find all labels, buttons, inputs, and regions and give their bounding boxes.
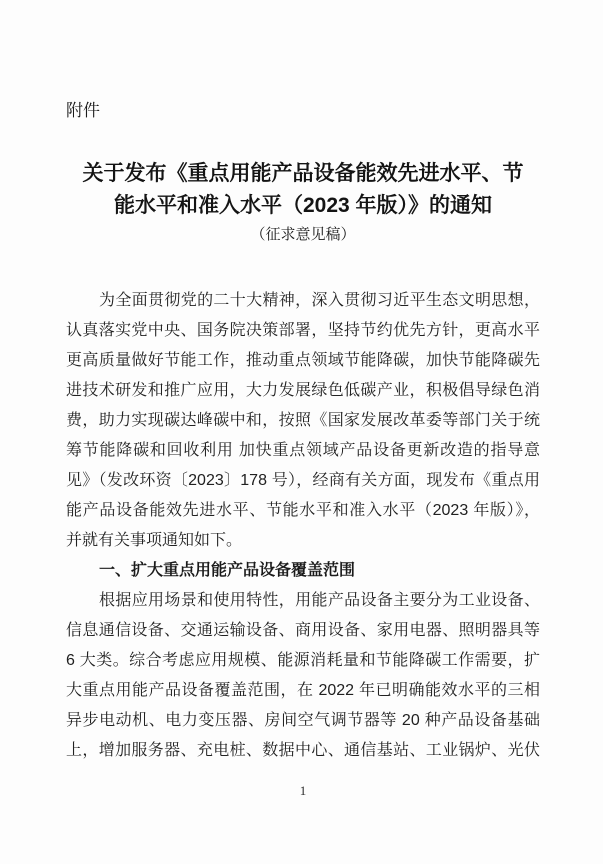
text-line: 并就有关事项通知如下。 — [66, 532, 243, 549]
paragraph-intro — [66, 286, 540, 556]
text-line: 进技术研发和推广应用，大力发展绿色低碳产业，积极倡导绿色消 — [66, 382, 540, 399]
document-subtitle: （征求意见稿） — [250, 226, 356, 243]
text-line: 为全面贯彻党的二十大精神，深入贯彻习近平生态文明思想， — [99, 292, 540, 309]
text-line: 根据应用场景和使用特性，用能产品设备主要分为工业设备、 — [99, 592, 540, 609]
title-line-1: 关于发布《重点用能产品设备能效先进水平、节 — [82, 162, 524, 185]
text-line: 能产品设备能效先进水平、节能水平和准入水平（2023 年版）》， — [66, 502, 540, 519]
document-title — [66, 158, 540, 222]
section-heading-1: 一、扩大重点用能产品设备覆盖范围 — [99, 562, 356, 579]
title-line-2: 能水平和准入水平（2023 年版）》的通知 — [113, 194, 493, 217]
paragraph-coverage-scope — [66, 586, 540, 766]
text-line: 认真落实党中央、国务院决策部署，坚持节约优先方针，更高水平 — [66, 322, 540, 339]
text-line: 更高质量做好节能工作，推动重点领域节能降碳，加快节能降碳先 — [66, 352, 540, 369]
text-line: 上，增加服务器、充电桩、数据中心、通信基站、工业锅炉、光伏 — [66, 742, 540, 759]
text-line: 信息通信设备、交通运输设备、商用设备、家用电器、照明器具等 — [66, 622, 540, 639]
page-number: 1 — [299, 783, 307, 798]
text-line: 6 大类。综合考虑应用规模、能源消耗量和节能降碳工作需要，扩 — [66, 652, 540, 669]
text-line: 大重点用能产品设备覆盖范围，在 2022 年已明确能效水平的三相 — [66, 682, 540, 699]
attachment-label: 附件 — [66, 101, 100, 120]
text-line: 费，助力实现碳达峰碳中和，按照《国家发展改革委等部门关于统 — [66, 412, 540, 429]
document-body — [66, 286, 540, 766]
text-line: 见》（发改环资〔2023〕178 号），经商有关方面，现发布《重点用 — [66, 472, 540, 489]
text-line: 筹节能降碳和回收利用 加快重点领域产品设备更新改造的指导意 — [66, 442, 540, 459]
text-line: 异步电动机、电力变压器、房间空气调节器等 20 种产品设备基础 — [66, 712, 540, 729]
